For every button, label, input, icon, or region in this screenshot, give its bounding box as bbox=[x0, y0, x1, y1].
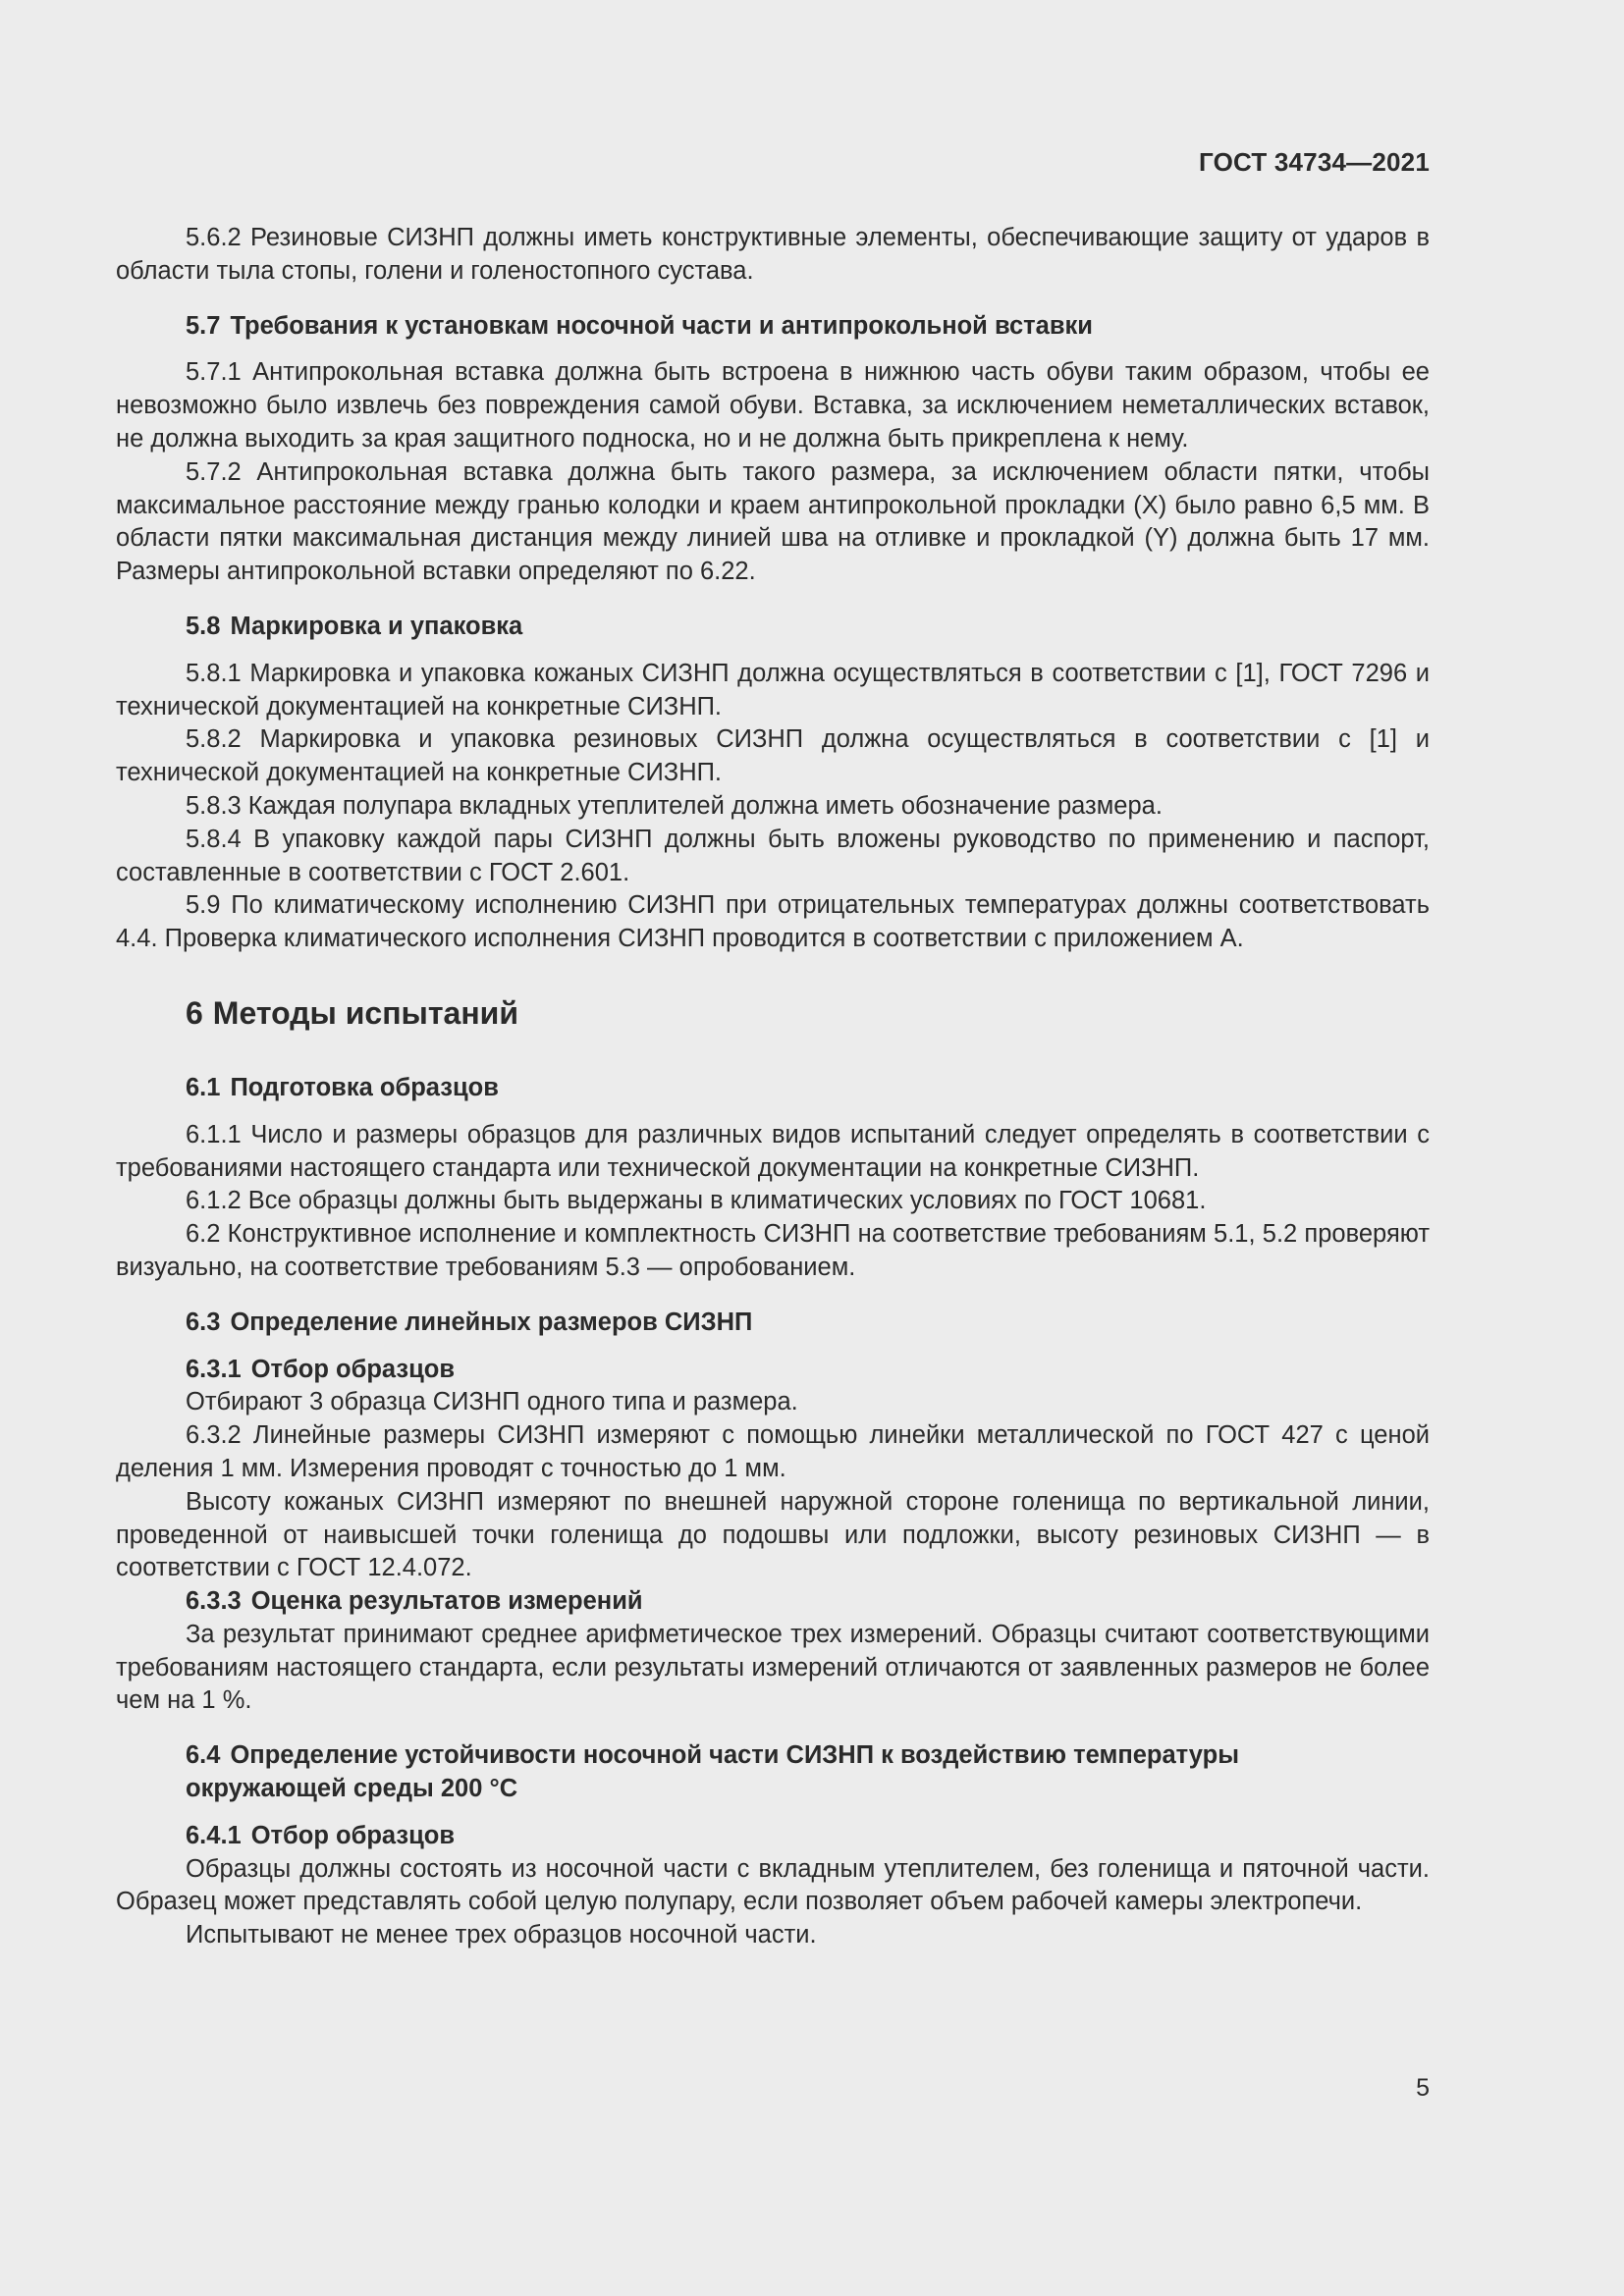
heading-text: Определение линейных размеров СИЗНП bbox=[230, 1308, 753, 1336]
heading-number: 6.4 bbox=[186, 1741, 221, 1770]
paragraph-5-8-4: 5.8.4 В упаковку каждой пары СИЗНП должны быть вложены руководство по применению и паспорт, составленные в соответствии с ГОСТ 2.601. bbox=[116, 825, 1430, 886]
paragraph-6-4-1-count: Испытывают не менее трех образцов носочной части. bbox=[186, 1921, 817, 1949]
heading-text: Требования к установкам носочной части и антипрокольной вставки bbox=[230, 311, 1093, 340]
heading-number: 6.3 bbox=[186, 1308, 221, 1336]
heading-text: Оценка результатов измерений bbox=[250, 1587, 643, 1616]
paragraph-5-6-2: 5.6.2 Резиновые СИЗНП должны иметь конструктивные элементы, обеспечивающие защиту от ударов в области тыла стопы, голени и голеностопного сустава. bbox=[116, 224, 1430, 285]
heading-number: 6.3.1 bbox=[186, 1355, 242, 1383]
paragraph-height-measurement: Высоту кожаных СИЗНП измеряют по внешней наружной стороне голенища по вертикальной линии, проведенной от наивысшей точки голенища до подошвы или подложки, высоту резиновых СИЗНП — в соответствии с ГОСТ 12.4.072. bbox=[116, 1487, 1430, 1582]
heading-number: 6.4.1 bbox=[186, 1821, 242, 1849]
heading-number: 6.1 bbox=[186, 1073, 221, 1101]
subheading-6-3-3 bbox=[116, 1585, 1430, 1619]
section-heading-6 bbox=[116, 993, 1430, 1033]
heading-number: 6.3.3 bbox=[186, 1587, 242, 1616]
heading-number: 5.7 bbox=[186, 311, 221, 340]
heading-text: Отбор образцов bbox=[250, 1821, 456, 1849]
heading-6-4 bbox=[116, 1739, 1430, 1806]
document-body bbox=[116, 222, 1430, 1952]
paragraph-5-7-1: 5.7.1 Антипрокольная вставка должна быть встроена в нижнюю часть обуви таким образом, чтобы ее невозможно было извлечь без повреждения самой обуви. Вставка, за исключением неметаллических вставок, не должна выходить за края защитного подноска, но и не должна быть прикреплена к нему. bbox=[116, 358, 1430, 453]
subheading-6-4-1 bbox=[116, 1820, 1430, 1853]
heading-text: Отбор образцов bbox=[250, 1355, 456, 1383]
subheading-6-3-1 bbox=[116, 1354, 1430, 1387]
paragraph-6-4-1-text: Образцы должны состоять из носочной части с вкладным утеплителем, без голенища и пяточной части. Образец может представлять собой целую полупару, если позволяет объем рабочей камеры электропечи. bbox=[116, 1854, 1430, 1916]
heading-text: Определение устойчивости носочной части СИЗНП к воздействию температуры окружающей среды 200 °С bbox=[186, 1741, 1239, 1803]
paragraph-6-1-2: 6.1.2 Все образцы должны быть выдержаны в климатических условиях по ГОСТ 10681. bbox=[186, 1187, 1207, 1215]
heading-text: Маркировка и упаковка bbox=[230, 612, 523, 640]
paragraph-5-8-1: 5.8.1 Маркировка и упаковка кожаных СИЗНП должна осуществляться в соответствии с [1], ГОСТ 7296 и технической документацией на конкретные СИЗНП. bbox=[116, 659, 1430, 721]
heading-text: Подготовка образцов bbox=[230, 1073, 499, 1101]
paragraph-6-2: 6.2 Конструктивное исполнение и комплектность СИЗНП на соответствие требованиям 5.1, 5.2 проверяют визуально, на соответствие требованиям 5.3 — опробованием. bbox=[116, 1220, 1430, 1281]
heading-6-3 bbox=[116, 1307, 1430, 1340]
paragraph-5-7-2: 5.7.2 Антипрокольная вставка должна быть такого размера, за исключением области пятки, чтобы максимальное расстояние между гранью колодки и краем антипрокольной прокладки (X) было равно 6,5 мм. В области пятки максимальная дистанция между линией шва на отливке и прокладкой (Y) должна быть 17 мм. Размеры антипрокольной вставки определяют по 6.22. bbox=[116, 457, 1430, 586]
heading-5-7 bbox=[116, 310, 1430, 344]
page-number: 5 bbox=[1416, 2074, 1430, 2102]
document-header-id: ГОСТ 34734—2021 bbox=[1199, 147, 1430, 177]
paragraph-5-9: 5.9 По климатическому исполнению СИЗНП при отрицательных температурах должны соответствовать 4.4. Проверка климатического исполнения СИЗНП проводится в соответствии с приложением А. bbox=[116, 891, 1430, 953]
paragraph-6-1-1: 6.1.1 Число и размеры образцов для различных видов испытаний следует определять в соответствии с требованиями настоящего стандарта или технической документации на конкретные СИЗНП. bbox=[116, 1120, 1430, 1182]
paragraph-6-3-1-text: Отбирают 3 образца СИЗНП одного типа и размера. bbox=[186, 1388, 798, 1416]
heading-number: 5.8 bbox=[186, 612, 221, 640]
paragraph-5-8-3: 5.8.3 Каждая полупара вкладных утеплителей должна иметь обозначение размера. bbox=[186, 791, 1163, 820]
paragraph-6-3-2: 6.3.2 Линейные размеры СИЗНП измеряют с помощью линейки металлической по ГОСТ 427 с ценой деления 1 мм. Измерения проводят с точностью до 1 мм. bbox=[116, 1421, 1430, 1482]
heading-6-1 bbox=[116, 1072, 1430, 1105]
paragraph-5-8-2: 5.8.2 Маркировка и упаковка резиновых СИЗНП должна осуществляться в соответствии с [1] и технической документацией на конкретные СИЗНП. bbox=[116, 725, 1430, 787]
paragraph-6-3-3-text: За результат принимают среднее арифметическое трех измерений. Образцы считают соответствующими требованиям настоящего стандарта, если результаты измерений отличаются от заявленных размеров не более чем на 1 %. bbox=[116, 1620, 1430, 1715]
heading-5-8 bbox=[116, 611, 1430, 644]
heading-text: Методы испытаний bbox=[212, 994, 518, 1031]
heading-number: 6 bbox=[186, 994, 203, 1031]
